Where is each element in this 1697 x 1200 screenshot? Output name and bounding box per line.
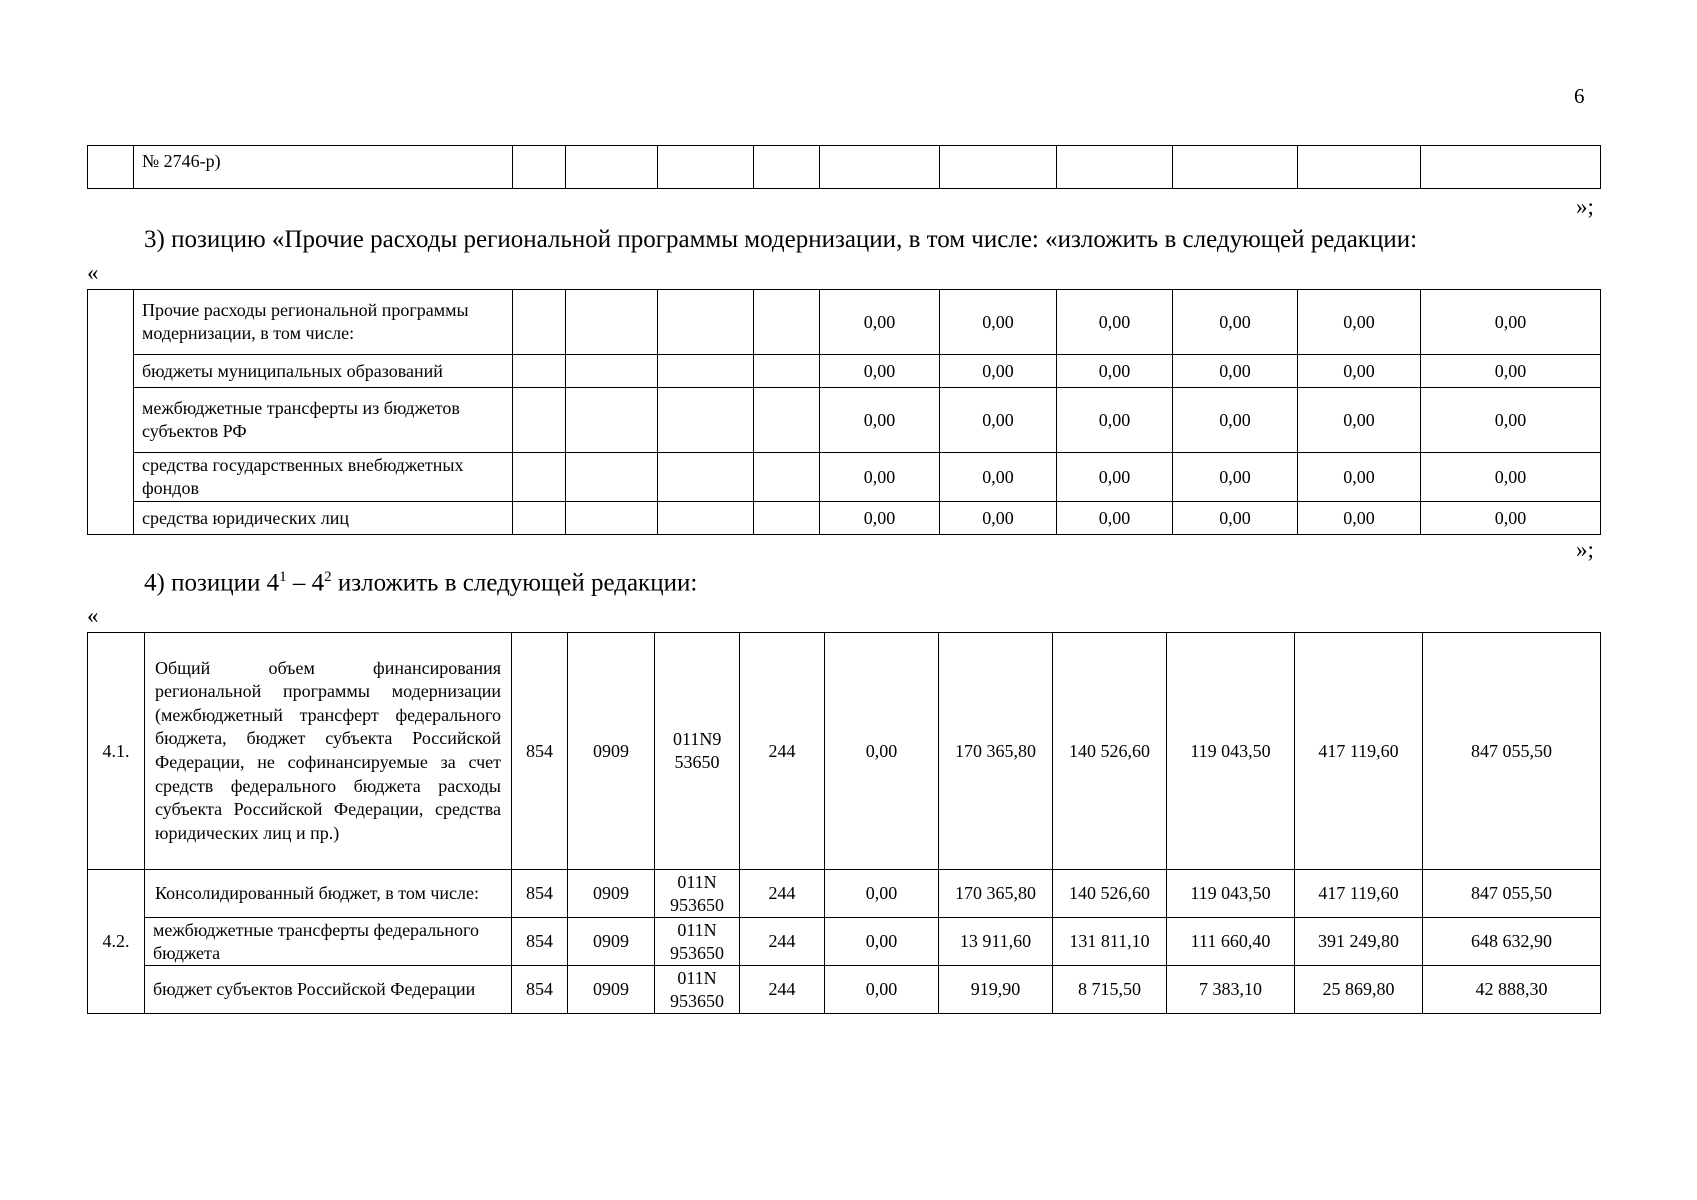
value-cell: 0,00 bbox=[1173, 502, 1298, 535]
value-cell: 0,00 bbox=[1421, 355, 1601, 388]
value-cell: 0,00 bbox=[820, 453, 940, 502]
table-row bbox=[88, 355, 1601, 388]
value-cell: 119 043,50 bbox=[1167, 870, 1295, 918]
value-cell: 0,00 bbox=[1057, 502, 1173, 535]
value-cell: 0,00 bbox=[940, 388, 1057, 453]
code-cell: 244 bbox=[740, 870, 825, 918]
value-cell: 919,90 bbox=[939, 966, 1053, 1014]
table-cell bbox=[1057, 146, 1173, 189]
row-label: Консолидированный бюджет, в том числе: bbox=[145, 870, 512, 918]
row-number: 4.2. bbox=[88, 870, 145, 1014]
value-cell: 119 043,50 bbox=[1167, 633, 1295, 870]
value-cell: 0,00 bbox=[940, 290, 1057, 355]
value-cell: 0,00 bbox=[1173, 290, 1298, 355]
page-number: 6 bbox=[1574, 84, 1585, 108]
code-cell: 0909 bbox=[568, 870, 655, 918]
code-cell: 854 bbox=[512, 966, 568, 1014]
value-cell: 0,00 bbox=[1057, 355, 1173, 388]
value-cell: 25 869,80 bbox=[1295, 966, 1423, 1014]
table-cell bbox=[566, 146, 658, 189]
table-row bbox=[88, 633, 1601, 870]
value-cell: 170 365,80 bbox=[939, 870, 1053, 918]
code-cell: 011N9 53650 bbox=[655, 633, 740, 870]
value-cell: 0,00 bbox=[1421, 290, 1601, 355]
value-cell: 0,00 bbox=[1421, 502, 1601, 535]
value-cell: 42 888,30 bbox=[1423, 966, 1601, 1014]
value-cell: 847 055,50 bbox=[1423, 870, 1601, 918]
value-cell: 0,00 bbox=[1173, 388, 1298, 453]
row-label: межбюджетные трансферты федерального бюджета bbox=[145, 918, 512, 966]
value-cell: 0,00 bbox=[825, 918, 939, 966]
table-cell bbox=[513, 146, 566, 189]
value-cell: 391 249,80 bbox=[1295, 918, 1423, 966]
table-cell bbox=[1421, 146, 1601, 189]
value-cell: 0,00 bbox=[820, 355, 940, 388]
table-cell bbox=[1298, 146, 1421, 189]
row-label: средства государственных внебюджетных фондов bbox=[134, 453, 513, 502]
superscript: 2 bbox=[324, 569, 332, 585]
row-label: межбюджетные трансферты из бюджетов субъектов РФ bbox=[134, 388, 513, 453]
row-label: бюджет субъектов Российской Федерации bbox=[145, 966, 512, 1014]
code-cell: 854 bbox=[512, 918, 568, 966]
value-cell: 0,00 bbox=[825, 870, 939, 918]
table-cell bbox=[940, 146, 1057, 189]
value-cell: 0,00 bbox=[1298, 502, 1421, 535]
value-cell: 0,00 bbox=[820, 502, 940, 535]
row-label: средства юридических лиц bbox=[134, 502, 513, 535]
code-cell: 244 bbox=[740, 633, 825, 870]
table-cell bbox=[820, 146, 940, 189]
value-cell: 0,00 bbox=[1298, 290, 1421, 355]
value-cell: 417 119,60 bbox=[1295, 633, 1423, 870]
value-cell: 0,00 bbox=[1298, 453, 1421, 502]
value-cell: 0,00 bbox=[1057, 290, 1173, 355]
value-cell: 111 660,40 bbox=[1167, 918, 1295, 966]
closing-quote: »; bbox=[1576, 194, 1594, 219]
value-cell: 0,00 bbox=[1057, 388, 1173, 453]
value-cell: 648 632,90 bbox=[1423, 918, 1601, 966]
table-continuation bbox=[87, 145, 1601, 189]
code-cell: 011N 953650 bbox=[655, 870, 740, 918]
opening-quote: « bbox=[87, 603, 99, 628]
table-row bbox=[88, 966, 1601, 1014]
table-row bbox=[88, 918, 1601, 966]
table-cell bbox=[88, 146, 134, 189]
code-cell: 854 bbox=[512, 870, 568, 918]
value-cell: 847 055,50 bbox=[1423, 633, 1601, 870]
code-cell: 0909 bbox=[568, 966, 655, 1014]
code-cell: 0909 bbox=[568, 918, 655, 966]
para4-text: – 4 bbox=[286, 569, 325, 597]
value-cell: 170 365,80 bbox=[939, 633, 1053, 870]
value-cell: 0,00 bbox=[940, 453, 1057, 502]
value-cell: 140 526,60 bbox=[1053, 633, 1167, 870]
value-cell: 8 715,50 bbox=[1053, 966, 1167, 1014]
table-cell-label: № 2746-р) bbox=[134, 146, 513, 189]
value-cell: 0,00 bbox=[940, 502, 1057, 535]
table-row bbox=[88, 290, 1601, 355]
code-cell: 0909 bbox=[568, 633, 655, 870]
value-cell: 0,00 bbox=[825, 966, 939, 1014]
code-cell: 011N 953650 bbox=[655, 966, 740, 1014]
value-cell: 13 911,60 bbox=[939, 918, 1053, 966]
row-label: Прочие расходы региональной программы модернизации, в том числе: bbox=[134, 290, 513, 355]
row-label: бюджеты муниципальных образований bbox=[134, 355, 513, 388]
table-cell bbox=[658, 146, 754, 189]
para4-text: 4) позиции 4 bbox=[144, 569, 280, 597]
table-row bbox=[88, 870, 1601, 918]
table-row bbox=[88, 502, 1601, 535]
value-cell: 0,00 bbox=[940, 355, 1057, 388]
row-label: Общий объем финансирования региональной программы модернизации (межбюджетный трансферт федерального бюджета, бюджет субъекта Российской Федерации, не софинансируемые за счет средств федерального бюджета расходы субъекта Российской Федерации, средства юридических лиц и пр.) bbox=[145, 633, 512, 870]
closing-quote: »; bbox=[1576, 537, 1594, 562]
code-cell: 011N 953650 bbox=[655, 918, 740, 966]
table-row bbox=[88, 388, 1601, 453]
value-cell: 0,00 bbox=[1298, 388, 1421, 453]
paragraph-3: 3) позицию «Прочие расходы региональной программы модернизации, в том числе: «изложить в следующей редакции: bbox=[144, 226, 1418, 253]
row-number: 4.1. bbox=[88, 633, 145, 870]
value-cell: 0,00 bbox=[1421, 453, 1601, 502]
superscript: 1 bbox=[279, 569, 287, 585]
opening-quote: « bbox=[87, 260, 99, 285]
value-cell: 131 811,10 bbox=[1053, 918, 1167, 966]
code-cell: 244 bbox=[740, 966, 825, 1014]
code-cell: 854 bbox=[512, 633, 568, 870]
table-row bbox=[88, 453, 1601, 502]
table-cell bbox=[1173, 146, 1298, 189]
value-cell: 0,00 bbox=[1298, 355, 1421, 388]
table-cell bbox=[88, 290, 134, 535]
value-cell: 0,00 bbox=[1173, 453, 1298, 502]
value-cell: 7 383,10 bbox=[1167, 966, 1295, 1014]
table-cell bbox=[754, 146, 820, 189]
table-financing bbox=[87, 632, 1601, 1014]
paragraph-4 bbox=[144, 569, 697, 597]
value-cell: 0,00 bbox=[820, 388, 940, 453]
value-cell: 417 119,60 bbox=[1295, 870, 1423, 918]
table-other-expenses bbox=[87, 289, 1601, 535]
value-cell: 0,00 bbox=[1421, 388, 1601, 453]
value-cell: 0,00 bbox=[1057, 453, 1173, 502]
code-cell: 244 bbox=[740, 918, 825, 966]
value-cell: 0,00 bbox=[820, 290, 940, 355]
value-cell: 140 526,60 bbox=[1053, 870, 1167, 918]
value-cell: 0,00 bbox=[825, 633, 939, 870]
value-cell: 0,00 bbox=[1173, 355, 1298, 388]
para4-text: изложить в следующей редакции: bbox=[331, 569, 698, 597]
